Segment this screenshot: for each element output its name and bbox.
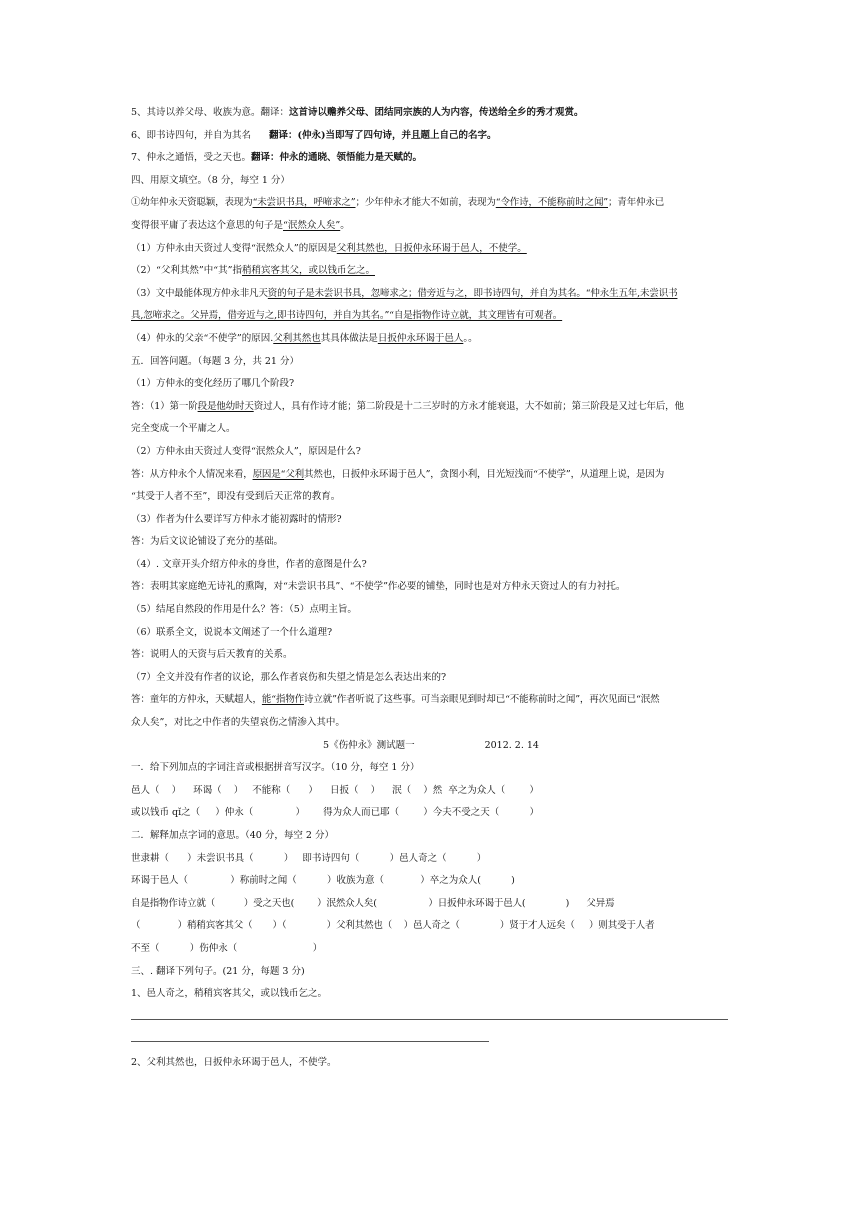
- text-span: 其然也，日扳仲永环谒于邑人”，贪图小利，目光短浅而“不使学”，从道理上说，是因为: [304, 468, 665, 480]
- section-heading-5: 五．回答问题。（每题 3 分，共 21 分）: [131, 355, 299, 367]
- question-line: （3）作者为什么要详写方仲永才能初露时的情形?: [131, 513, 342, 525]
- answer-span: 能“指物作: [261, 694, 305, 706]
- answer-line: [131, 689, 731, 712]
- text-span: ①幼年仲永天资聪颖，表现为: [131, 197, 253, 209]
- text-span: 其具体做法是: [320, 332, 378, 344]
- answer-span: “泯然众人矣”: [283, 219, 341, 231]
- section-heading-1: 一．给下列加点的字词注音或根据拼音写汉字。（10 分，每空 1 分）: [131, 762, 420, 774]
- section-heading-4: 四、用原文填空。（8 分，每空 1 分）: [131, 174, 290, 186]
- answer-line: [131, 396, 731, 419]
- answer-span: “未尝识书具，呼啼求之”: [252, 197, 356, 209]
- text-span: ；少年仲永才能大不如前，表现为: [355, 197, 496, 209]
- fill-blank-line: [131, 283, 731, 306]
- answer-span: 父利其然也，日扳仲永环谒于邑人，不使学。: [336, 242, 527, 254]
- translate-sentence-1: 1、邑人奇之，稍稍宾客其父，或以钱币乞之。: [131, 988, 328, 1000]
- answer-span: 原因是“父利: [252, 468, 305, 480]
- answer-line: 答：表明其家庭绝无诗礼的熏陶，对“未尝识书具”、“不使学”作必要的铺垫，同时也是对方仲永天资过人的有力衬托。: [131, 581, 626, 593]
- question-line: （5）结尾自然段的作用是什么？答：（5）点明主旨。: [131, 604, 357, 616]
- exercise-line: 不至（ ）伤仲永（ ）: [131, 942, 323, 954]
- answer-rule-line: [131, 1041, 489, 1042]
- question-line: （2）方仲永由天资过人变得“泯然众人”，原因是什么?: [131, 445, 361, 457]
- fill-blank-line: [131, 305, 731, 328]
- fill-blank-line: [131, 260, 731, 283]
- text-span: 答：（1）第一阶: [131, 400, 198, 412]
- exercise-line: 或以钱币 qǐ之（ ）仲永（ ） 得为众人而已耶（ ）今夫不受之天（ ）: [131, 807, 539, 819]
- date-text: 2012. 2. 14: [484, 739, 539, 751]
- text-span: ；青年仲永已: [608, 197, 665, 209]
- answer-line: 答：说明人的天资与后天教育的关系。: [131, 649, 293, 661]
- answer-line-5: [131, 102, 731, 125]
- text-span: 。。: [463, 332, 478, 344]
- section-heading-2: 二．解释加点字词的意思。（40 分，每空 2 分）: [131, 830, 334, 841]
- answer-rule-line: [131, 1019, 728, 1020]
- question-line: （6）联系全文，说说本文阐述了一个什么道理?: [131, 626, 333, 638]
- text-span: （2）“父利其然”中“其”指: [131, 265, 242, 277]
- answer-line: [131, 464, 731, 487]
- answer-span: 资的句子是未尝识书具，忽啼求之；借旁近与之，即书诗四句，并自为其名。“仲永生五年,未尝识书: [267, 287, 678, 299]
- text-span: （3）文中最能体现方仲永非凡天: [131, 287, 268, 299]
- answer-span: 日扳仲永环谒于邑人: [377, 332, 464, 344]
- text-span: 诗立就”作者听说了这些事。可当亲眼见到时却已“不能称前时之闻”，再次见面已“泯然: [304, 694, 660, 706]
- answer-span: 段是他幼时天: [197, 400, 254, 412]
- text-span: （4）仲永的父亲“不使学”的原因.: [131, 332, 274, 344]
- answer-line: 答：为后文议论铺设了充分的基础。: [131, 536, 284, 548]
- answer-span: 稍稍宾客其父，或以钱币乞之。: [241, 265, 375, 277]
- text-span: 变得很平庸了表达这个意思的句子是: [131, 219, 284, 231]
- item-text: 5、其诗以养父母、收族为意。翻译：: [131, 107, 290, 118]
- text-span: 答：童年的方仲永，天赋超人，: [131, 694, 262, 706]
- test-title: [131, 735, 731, 758]
- fill-blank-line: [131, 328, 731, 351]
- fill-blank-line: [131, 192, 731, 215]
- translate-sentence-2: 2、父利其然也，日扳仲永环谒于邑人，不使学。: [131, 1057, 337, 1068]
- answer-line: “其受于人者不至”，即没有受到后天正常的教育。: [131, 491, 341, 503]
- answer-span: “令作诗，不能称前时之闻”: [495, 197, 609, 209]
- text-span: （1）方仲永由天资过人变得“泯然众人”的原因是: [131, 242, 337, 254]
- answer-line: 众人矣”，对比之中作者的失望哀伤之情渗入其中。: [131, 717, 345, 729]
- fill-blank-line: [131, 238, 731, 261]
- item-text: 6、即书诗四句，并自为其名: [131, 129, 252, 141]
- answer-span: 父利其然也: [273, 332, 321, 344]
- exercise-line: （ ）稍稍宾客其父（ ）（ ）父利其然也（ ）邑人奇之（ ）贤于才人远矣（ ）则其受于人者: [131, 920, 655, 932]
- question-line: （7）全文并没有作者的议论，那么作者哀伤和失望之情是怎么表达出来的?: [131, 671, 447, 683]
- answer-line-7: [131, 147, 731, 170]
- text-span: 答：从方仲永个人情况来看，: [131, 468, 253, 480]
- exercise-line: 世隶耕（ ）未尝识书具（ ） 即书诗四句（ ）邑人奇之（ ）: [131, 852, 487, 864]
- question-line: （4）. 文章开头介绍方仲永的身世，作者的意图是什么?: [131, 558, 367, 570]
- translation-text: 这首诗以赡养父母、团结同宗族的人为内容，传送给全乡的秀才观赏。: [289, 107, 584, 118]
- fill-blank-line: [131, 215, 731, 238]
- text-span: 资过人，具有作诗才能；第二阶段是十二三岁时的方永才能衰退，大不如前；第三阶段是又过七年后，他: [253, 400, 684, 412]
- title-text: 5《伤仲永》测试题一: [323, 739, 415, 751]
- item-text: 7、仲永之通悟，受之天也。: [131, 152, 252, 164]
- exercise-line: 邑人（ ） 环谒（ ） 不能称（ ） 日扳（ ） 泯（ ）然 卒之为众人（ ）: [131, 784, 539, 796]
- document-page: [131, 102, 731, 1006]
- answer-span: 具,忽啼求之。父异焉，借旁近与之,即书诗四句，并自为其名。”“自是指物作诗立就，其文理皆有可观者。: [131, 310, 563, 322]
- question-line: （1）方仲永的变化经历了哪几个阶段?: [131, 378, 295, 390]
- exercise-line: 自是指物作诗立就（ ）受之天也( ）泯然众人矣( ）日扳仲永环谒于邑人( ) 父异焉: [131, 897, 615, 909]
- answer-line-6: [131, 125, 731, 148]
- exercise-line: 环谒于邑人（ ）称前时之闻（ ）收族为意（ ）卒之为众人( ): [131, 875, 515, 887]
- translation-text: 翻译：仲永的通晓、领悟能力是天赋的。: [251, 152, 423, 164]
- translation-text: 翻译：(仲永)当即写了四句诗，并且题上自己的名字。: [269, 129, 497, 141]
- section-heading-3: 三、. 翻译下列句子。(21 分，每题 3 分): [131, 965, 305, 977]
- text-span: 。: [340, 219, 350, 231]
- answer-line: 完全变成一个平庸之人。: [131, 423, 236, 435]
